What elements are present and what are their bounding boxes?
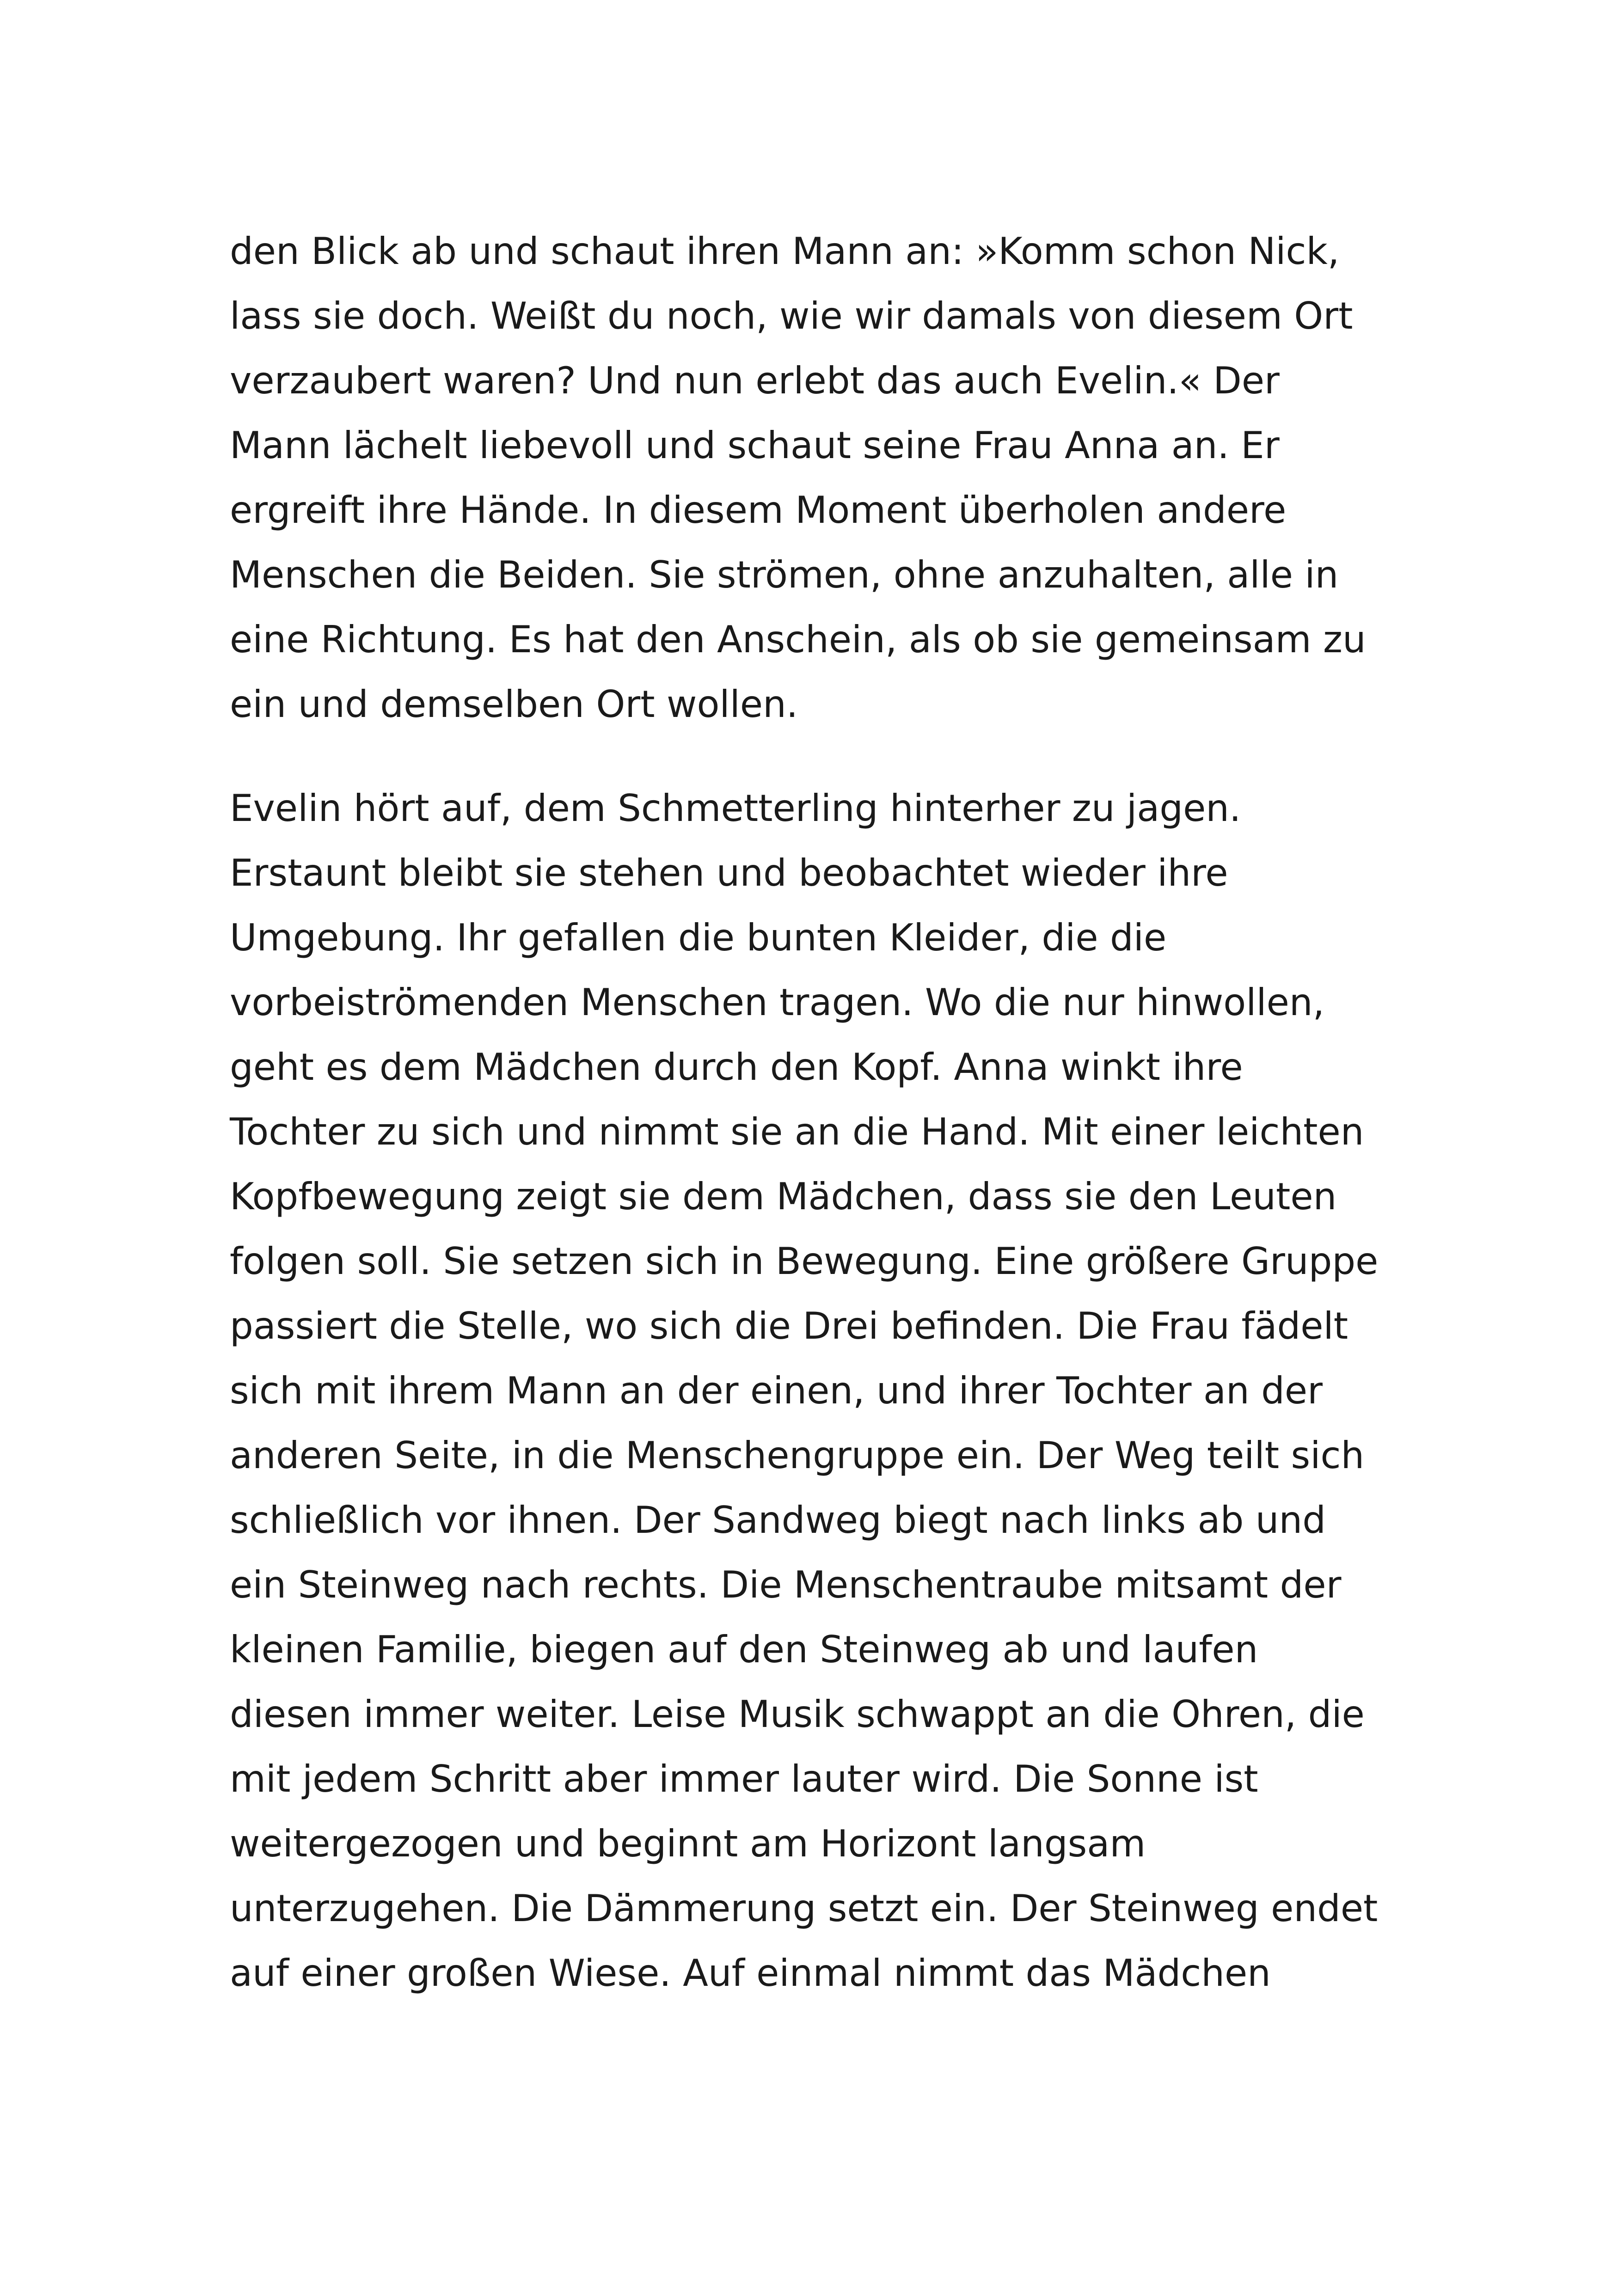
text-line: schließlich vor ihnen. Der Sandweg biegt nach links ab und: [230, 1499, 1326, 1542]
text-line: verzaubert waren? Und nun erlebt das auch Evelin.« Der: [230, 359, 1280, 402]
text-line: eine Richtung. Es hat den Anschein, als ob sie gemeinsam zu: [230, 618, 1366, 661]
text-line: lass sie doch. Weißt du noch, wie wir damals von diesem Ort: [230, 294, 1353, 337]
paragraph-1: [230, 219, 1413, 737]
text-line: geht es dem Mädchen durch den Kopf. Anna winkt ihre: [230, 1046, 1243, 1089]
text-line: kleinen Familie, biegen auf den Steinweg ab und laufen: [230, 1628, 1258, 1671]
text-line: sich mit ihrem Mann an der einen, und ihrer Tochter an der: [230, 1369, 1323, 1412]
text-line: Umgebung. Ihr gefallen die bunten Kleider, die die: [230, 916, 1167, 959]
text-line: unterzugehen. Die Dämmerung setzt ein. Der Steinweg endet: [230, 1887, 1378, 1930]
text-line: folgen soll. Sie setzen sich in Bewegung. Eine größere Gruppe: [230, 1240, 1379, 1283]
text-line: den Blick ab und schaut ihren Mann an: »Komm schon Nick,: [230, 230, 1340, 273]
text-line: Tochter zu sich und nimmt sie an die Hand. Mit einer leichten: [230, 1110, 1364, 1153]
text-line: diesen immer weiter. Leise Musik schwappt an die Ohren, die: [230, 1693, 1365, 1736]
text-line: Mann lächelt liebevoll und schaut seine Frau Anna an. Er: [230, 424, 1280, 467]
paragraph-2: [230, 776, 1413, 2006]
text-line: passiert die Stelle, wo sich die Drei befinden. Die Frau fädelt: [230, 1304, 1348, 1347]
text-line: ergreift ihre Hände. In diesem Moment überholen andere: [230, 489, 1287, 532]
text-line: Evelin hört auf, dem Schmetterling hinterher zu jagen.: [230, 787, 1241, 830]
text-line: ein und demselben Ort wollen.: [230, 683, 798, 726]
text-line: ein Steinweg nach rechts. Die Menschentraube mitsamt der: [230, 1563, 1342, 1606]
text-line: weitergezogen und beginnt am Horizont langsam: [230, 1822, 1146, 1865]
text-line: Erstaunt bleibt sie stehen und beobachtet wieder ihre: [230, 851, 1228, 894]
text-line: mit jedem Schritt aber immer lauter wird. Die Sonne ist: [230, 1757, 1258, 1800]
text-line: anderen Seite, in die Menschengruppe ein. Der Weg teilt sich: [230, 1434, 1365, 1477]
text-line: vorbeiströmenden Menschen tragen. Wo die nur hinwollen,: [230, 981, 1325, 1024]
text-line: Kopfbewegung zeigt sie dem Mädchen, dass sie den Leuten: [230, 1175, 1337, 1218]
text-line: Menschen die Beiden. Sie strömen, ohne anzuhalten, alle in: [230, 553, 1339, 596]
text-line: auf einer großen Wiese. Auf einmal nimmt das Mädchen: [230, 1952, 1271, 1995]
